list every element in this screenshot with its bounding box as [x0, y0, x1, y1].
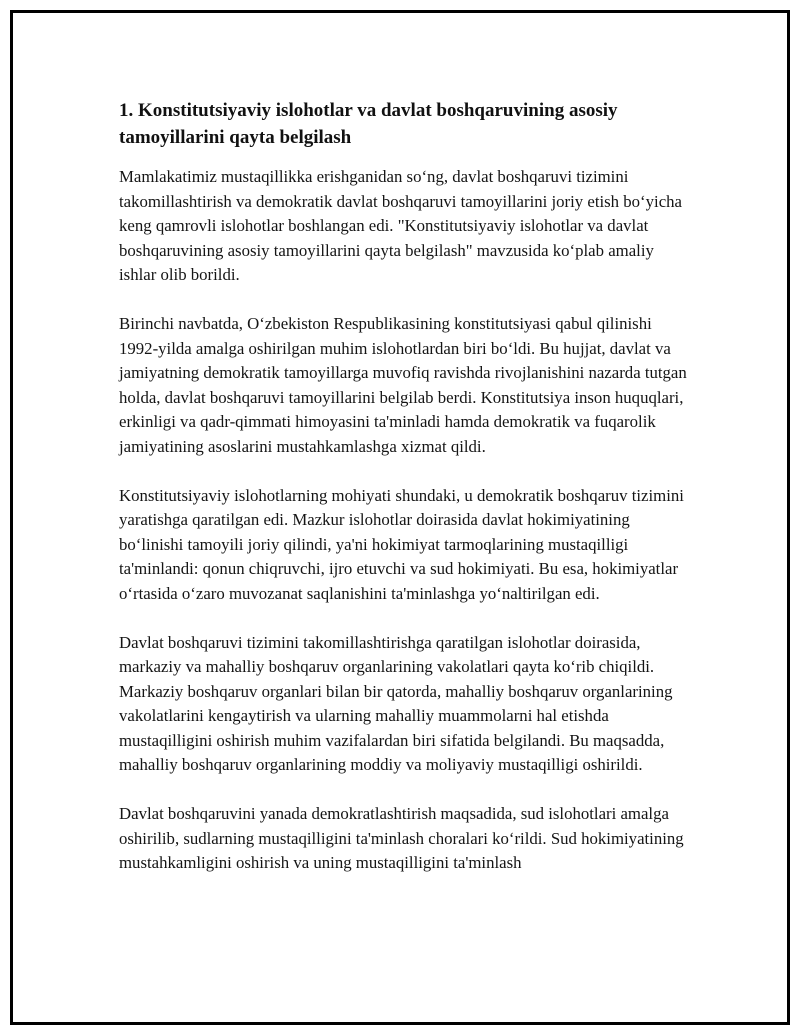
paragraph-5: Davlat boshqaruvini yanada demokratlashtirish maqsadida, sud islohotlari amalga oshirilib, sudlarning mustaqilligini ta'minlash choralari ko‘rildi. Sud hokimiyatining mustahkamligini oshirish va uning mustaqilligini ta'minlash: [119, 804, 684, 873]
page-frame: [10, 10, 790, 1025]
paragraph-4: Davlat boshqaruvi tizimini takomillashtirishga qaratilgan islohotlar doirasida, markaziy va mahalliy boshqaruv organlarining vakolatlari qayta ko‘rib chiqildi. Markaziy boshqaruv organlari bilan bir qatorda, mahalliy boshqaruv organlarining vakolatlarini kengaytirish va ularning mahalliy muammolarni hal etishda mustaqilligini oshirish muhim vazifalardan biri sifatida belgilandi. Bu maqsadda, mahalliy boshqaruv organlarining moddiy va moliyaviy mustaqilligi oshirildi.: [119, 632, 673, 775]
section-heading: 1. Konstitutsiyaviy islohotlar va davlat boshqaruvining asosiy tamoyillarini qayta belgilash: [119, 100, 618, 148]
paragraph-2: Birinchi navbatda, O‘zbekiston Respublikasining konstitutsiyasi qabul qilinishi 1992-yilda amalga oshirilgan muhim islohotlardan biri bo‘ldi. Bu hujjat, davlat va jamiyatning demokratik tamoyillarga muvofiq ravishda rivojlanishini nazarda tutgan holda, davlat boshqaruvi tamoyillarini belgilab berdi. Konstitutsiya inson huquqlari, erkinligi va qadr-qimmati himoyasini ta'minladi hamda demokratik va fuqarolik jamiyatining asoslarini mustahkamlashga xizmat qildi.: [119, 313, 687, 456]
paragraph-1: Mamlakatimiz mustaqillikka erishganidan so‘ng, davlat boshqaruvi tizimini takomillashtirish va demokratik davlat boshqaruvi tamoyillarini joriy etish bo‘yicha keng qamrovli islohotlar boshlangan edi. "Konstitutsiyaviy islohotlar va davlat boshqaruvining asosiy tamoyillarini qayta belgilash" mavzusida ko‘plab amaliy ishlar olib borildi.: [119, 167, 682, 285]
paragraph-3: Konstitutsiyaviy islohotlarning mohiyati shundaki, u demokratik boshqaruv tizimini yaratishga qaratilgan edi. Mazkur islohotlar doirasida davlat hokimiyatining bo‘linishi tamoyili joriy qilindi, ya'ni hokimiyat tarmoqlarining mustaqilligi ta'minlandi: qonun chiqruvchi, ijro etuvchi va sud hokimiyati. Bu esa, hokimiyatlar o‘rtasida o‘zaro muvozanat saqlanishini ta'minlashga yo‘naltirilgan edi.: [119, 485, 684, 603]
document-body: [119, 97, 691, 900]
